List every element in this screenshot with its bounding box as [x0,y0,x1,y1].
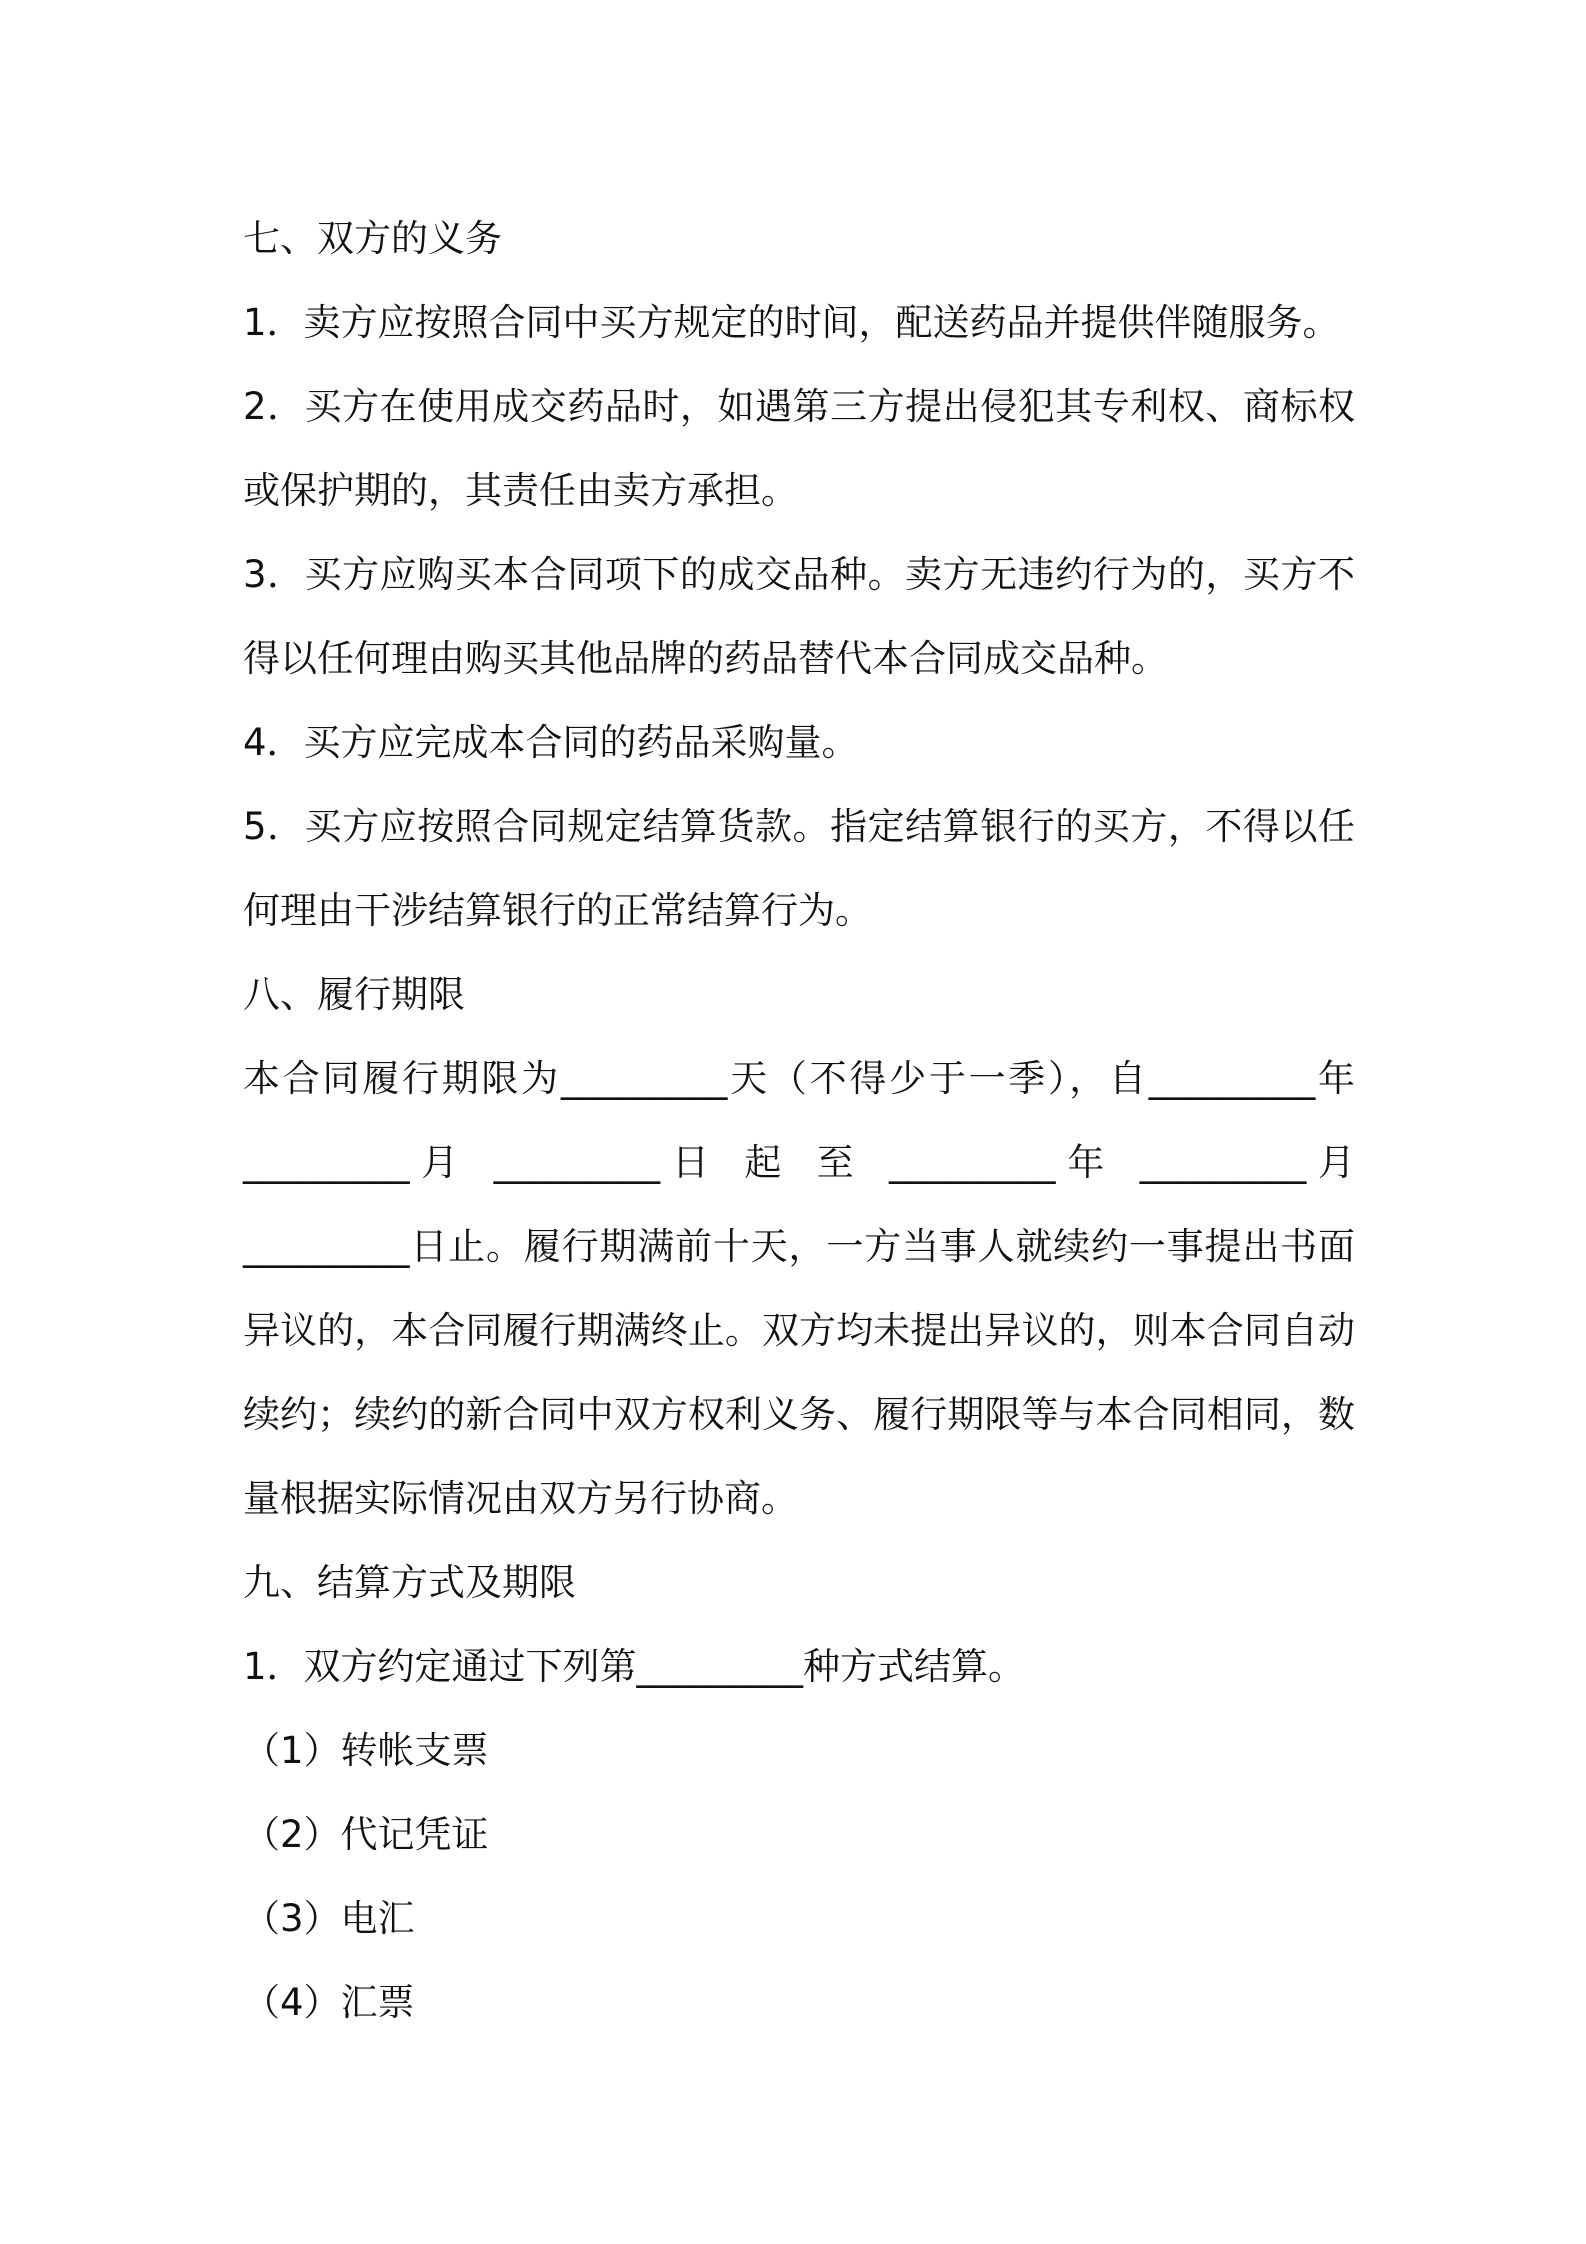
section-8-line-1: 本合同履行期限为_________天（不得少于一季），自_________年 [243,1057,1355,1100]
section-7-item-3-line-1: 3．买方应购买本合同项下的成交品种。卖方无违约行为的，买方不 [243,553,1355,596]
section-8-line-6: 量根据实际情况由双方另行协商。 [243,1477,798,1520]
payment-option-2: （2）代记凭证 [243,1813,489,1856]
section-8-line-4: 异议的，本合同履行期满终止。双方均未提出异议的，则本合同自动 [243,1309,1355,1352]
section-7-item-2-line-1: 2．买方在使用成交药品时，如遇第三方提出侵犯其专利权、商标权 [243,385,1355,428]
section-7-item-5-line-2: 何理由干涉结算银行的正常结算行为。 [243,889,872,932]
payment-option-4: （4）汇票 [243,1981,415,2024]
section-8-line-2: _________月 _________日 起 至 _________年 _________月 [243,1141,1355,1184]
section-7-item-3-line-2: 得以任何理由购买其他品牌的药品替代本合同成交品种。 [243,637,1168,680]
section-7-item-4: 4．买方应完成本合同的药品采购量。 [243,721,859,764]
section-7-heading: 七、双方的义务 [243,217,502,260]
payment-option-3: （3）电汇 [243,1897,415,1940]
section-7-item-5-line-1: 5．买方应按照合同规定结算货款。指定结算银行的买方，不得以任 [243,805,1355,848]
section-9-item-1: 1．双方约定通过下列第_________种方式结算。 [243,1645,1026,1688]
section-8-heading: 八、履行期限 [243,973,465,1016]
document-page [243,197,1355,2045]
section-8-line-3: _________日止。履行期满前十天，一方当事人就续约一事提出书面 [243,1225,1355,1268]
section-8-line-5: 续约；续约的新合同中双方权利义务、履行期限等与本合同相同，数 [243,1393,1355,1436]
section-7-item-1: 1．卖方应按照合同中买方规定的时间，配送药品并提供伴随服务。 [243,301,1340,344]
section-7-item-2-line-2: 或保护期的，其责任由卖方承担。 [243,469,798,512]
section-9-heading: 九、结算方式及期限 [243,1561,576,1604]
payment-option-1: （1）转帐支票 [243,1729,489,1772]
